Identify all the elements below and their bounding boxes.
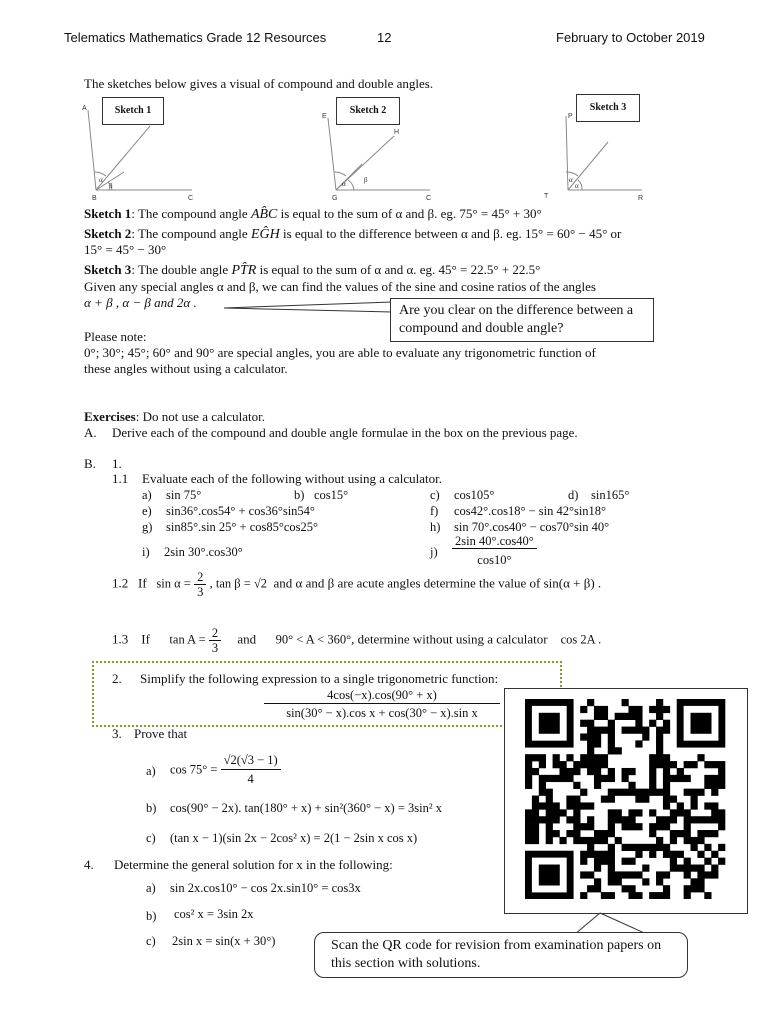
q13-range: 90° < A < 360° [275, 632, 352, 647]
q13-label: 1.3 [112, 631, 129, 647]
q11-f-expr: cos42°.cos18° − sin 42°sin18° [454, 504, 607, 518]
q3c-expr: (tan x − 1)(sin 2x − 2cos² x) = 2(1 − 2sin x cos x) [170, 831, 418, 845]
q4-text: Determine the general solution for x in the following: [114, 857, 393, 872]
q3a-denominator: 4 [247, 772, 254, 786]
header-left: Telematics Mathematics Grade 12 Resources [64, 30, 327, 45]
q4a-label: a) [146, 881, 156, 895]
sketch-2-description-cont: 15° = 45° − 30° [84, 242, 167, 257]
q11-i-expr: 2sin 30°.cos30° [164, 545, 243, 559]
q3-text: Prove that [134, 726, 188, 741]
sketch-2-angle: EĜH [250, 227, 280, 242]
header-right: February to October 2019 [556, 30, 705, 45]
q3a-label: a) [146, 764, 156, 778]
sketch-2-rest: is equal to the difference between α and β. eg. 15° = 60° − 45° or [279, 226, 622, 241]
q12-sin: sin α = [156, 576, 191, 591]
sketch-2-alpha: α [342, 180, 346, 188]
q12-tan: , tan β = √2 [209, 576, 268, 591]
note-line-2: these angles without using a calculator. [84, 361, 288, 376]
q11-g-expr: sin85°.sin 25° + cos85°cos25° [166, 520, 319, 534]
q3b-label: b) [146, 801, 157, 815]
q3a-expr [170, 751, 281, 788]
intro-text: The sketches below gives a visual of compound and double angles. [84, 76, 434, 91]
sketch-3-alpha-2: α [575, 182, 579, 190]
sketch-3-text: : The double angle [131, 262, 232, 277]
given-line-1: Given any special angles α and β, we can find the values of the sine and cosine ratios of the angles [84, 279, 596, 294]
q13-and: and [237, 631, 257, 647]
q3a-lhs: cos 75° = [170, 762, 218, 777]
exercises-title-rest: : Do not use a calculator. [135, 409, 265, 424]
q3-label: 3. [112, 726, 122, 741]
sketch-2-point-c: C [426, 195, 432, 202]
q11-g-label: g) [142, 520, 153, 534]
sketch-3-point-t: T [544, 193, 549, 200]
q4-label: 4. [84, 857, 94, 872]
sketch-3 [538, 90, 658, 204]
q13-frac-num: 2 [209, 626, 221, 641]
exercise-a-label: A. [84, 425, 97, 440]
sketch-1-name: Sketch 1 [84, 206, 132, 221]
q11-j-numerator: 2sin 40°.cos40° [452, 534, 537, 549]
q11-text: Evaluate each of the following without using a calculator. [142, 471, 442, 486]
q4c-label: c) [146, 934, 156, 948]
q11-b-expr: cos15° [314, 488, 349, 502]
sketch-1-alpha: α [99, 176, 103, 184]
exercises-title: Exercises [84, 409, 136, 424]
q11-h-label: h) [430, 520, 441, 534]
exercises-heading [84, 409, 265, 425]
q12 [112, 570, 601, 599]
q11-f-label: f) [430, 504, 439, 518]
sketch-3-alpha-1: α [569, 176, 573, 184]
q13-expr: cos 2A . [560, 632, 602, 647]
q11-a-expr: sin 75° [166, 488, 202, 502]
exercise-b-num: 1. [112, 456, 122, 471]
sketch-2-name: Sketch 2 [84, 226, 132, 241]
q12-frac-num: 2 [194, 570, 206, 585]
sketch-1-point-c: C [188, 195, 194, 202]
q12-label: 1.2 [112, 575, 129, 591]
sketch-3-rest: is equal to the sum of α and α. eg. 45° = 22.5° + 22.5° [256, 262, 541, 277]
sketch-1-label: Sketch 1 [102, 97, 164, 125]
q13-if: If [141, 631, 150, 647]
q13-rest: , determine without using a calculator [351, 631, 548, 647]
sketch-1-beta: β [109, 182, 113, 190]
sketch-1-angle: AB̂C [250, 207, 278, 222]
sketch-3-angle: PT̂R [231, 263, 257, 278]
exercise-a-text: Derive each of the compound and double angle formulae in the box on the previous page. [112, 425, 578, 440]
sketch-3-point-r: R [638, 195, 644, 202]
note-line-1: 0°; 30°; 45°; 60° and 90° are special angles, you are able to evaluate any trigonometric function of [84, 345, 596, 360]
sketch-1 [82, 92, 202, 204]
qr-code-icon[interactable] [515, 699, 735, 899]
q2-fraction [264, 687, 500, 722]
sketch-2-label: Sketch 2 [336, 97, 400, 125]
q2-numerator: 4cos(−x).cos(90° + x) [264, 687, 500, 704]
sketch-2-point-g: G [332, 195, 338, 202]
q3c-label: c) [146, 831, 156, 845]
q4c-expr: 2sin x = sin(x + 30°) [172, 934, 276, 948]
q11-d-expr: sin165° [591, 488, 630, 502]
q11-label: 1.1 [112, 471, 129, 486]
sketch-3-label: Sketch 3 [576, 94, 640, 122]
note-title: Please note: [84, 329, 147, 344]
sketch-2-description [84, 226, 621, 243]
q13-frac-den: 3 [211, 641, 219, 655]
q11-a-label: a) [142, 488, 152, 502]
q11-j-fraction [452, 534, 537, 567]
sketch-2 [318, 92, 438, 204]
sketch-3-description [84, 262, 540, 279]
given-line-2: α + β , α − β and 2α . [84, 295, 197, 310]
q3b-expr: cos(90° − 2x). tan(180° + x) + sin²(360° − x) = 3sin² x [170, 801, 442, 815]
sketch-1-text: : The compound angle [131, 206, 251, 221]
sketch-2-point-h: H [394, 129, 400, 136]
callout-pointer [222, 298, 402, 318]
q11-h-expr: sin 70°.cos40° − cos70°sin 40° [454, 520, 610, 534]
exercise-b-label: B. [84, 456, 96, 471]
sketch-2-beta: β [364, 176, 368, 184]
sketch-3-name: Sketch 3 [84, 262, 132, 277]
q12-rest: and α and β are acute angles determine the value of sin(α + β) . [273, 575, 602, 591]
q11-j-denominator: cos10° [477, 553, 512, 567]
q4b-label: b) [146, 909, 157, 923]
q11-d-label: d) [568, 488, 579, 502]
sketch-2-text: : The compound angle [131, 226, 251, 241]
q11-b-label: b) [294, 488, 305, 502]
sketch-1-point-b: B [92, 195, 97, 202]
q11-e-label: e) [142, 504, 152, 518]
q12-if: If [138, 575, 147, 591]
q11-c-label: c) [430, 488, 440, 502]
q2-text: Simplify the following expression to a single trigonometric function: [140, 671, 499, 686]
sketch-1-point-a: A [82, 105, 87, 112]
qr-callout: Scan the QR code for revision from examination papers on this section with solutions. [314, 932, 688, 978]
q11-c-expr: cos105° [454, 488, 495, 502]
sketch-3-point-p: P [568, 113, 573, 120]
q2-label: 2. [112, 671, 122, 686]
q3a-numerator: √2(√3 − 1) [221, 751, 281, 770]
q2-denominator: sin(30° − x).cos x + cos(30° − x).sin x [286, 706, 478, 720]
sketch-1-description [84, 206, 542, 223]
q13 [112, 626, 601, 655]
q11-j-label: j) [430, 545, 438, 559]
page-number: 12 [377, 30, 392, 45]
sketch-2-point-e: E [322, 113, 327, 120]
q11-e-expr: sin36°.cos54° + cos36°sin54° [166, 504, 315, 518]
callout-compound-double: Are you clear on the difference between a compound and double angle? [390, 298, 654, 342]
sketch-1-rest: is equal to the sum of α and β. eg. 75° = 45° + 30° [277, 206, 542, 221]
q12-frac-den: 3 [197, 585, 204, 599]
q4b-expr: cos² x = 3sin 2x [174, 907, 254, 921]
q4a-expr: sin 2x.cos10° − cos 2x.sin10° = cos3x [170, 881, 361, 895]
q13-tan: tan A = [169, 632, 206, 647]
q11-i-label: i) [142, 545, 150, 559]
qr-code-box [504, 688, 748, 914]
